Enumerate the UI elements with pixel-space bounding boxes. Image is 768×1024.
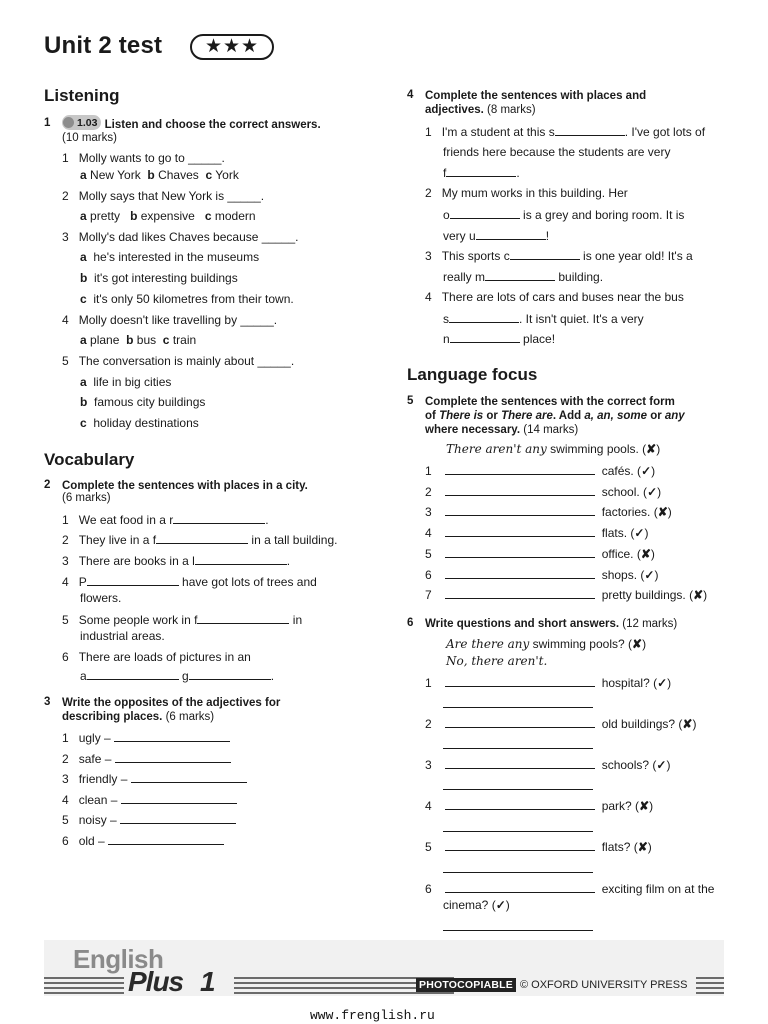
list-item: 3 factories. (✘) xyxy=(425,505,672,519)
cross-icon: ✘ xyxy=(646,442,657,456)
list-item: 6 exciting film on at the xyxy=(425,882,715,896)
list-item: 5 office. (✘) xyxy=(425,547,655,561)
answer-blank[interactable] xyxy=(87,574,179,586)
list-item: 6 There are loads of pictures in an xyxy=(62,650,251,664)
example-answer: No, there aren't. xyxy=(446,654,548,668)
answer-blank[interactable] xyxy=(445,881,595,893)
cross-icon: ✘ xyxy=(637,840,648,854)
question-number: 2 xyxy=(44,479,51,491)
answer-blank[interactable] xyxy=(485,269,555,281)
audio-track-badge[interactable]: 1.03 xyxy=(62,115,101,130)
footer-stripe xyxy=(696,982,724,984)
answer-blank[interactable] xyxy=(445,525,595,537)
cross-icon: ✘ xyxy=(639,799,650,813)
question-6-instruction: Write questions and short answers. (12 marks) xyxy=(425,618,678,630)
answer-blank[interactable] xyxy=(115,751,231,763)
check-icon: ✓ xyxy=(634,526,645,540)
example-question: Are there any swimming pools? (✘) xyxy=(446,637,647,651)
answer-blank[interactable] xyxy=(120,812,236,824)
answer-option: a he's interested in the museums xyxy=(80,250,260,264)
cd-icon xyxy=(63,117,74,128)
brand-logo-bottom: Plus xyxy=(128,966,184,997)
list-item-continuation: friends here because the students are very xyxy=(443,145,671,159)
section-heading-vocabulary: Vocabulary xyxy=(44,450,135,469)
list-item: 2 school. (✓) xyxy=(425,485,662,499)
list-item: 6 shops. (✓) xyxy=(425,568,659,582)
list-item: 1 Molly wants to go to _____. xyxy=(62,151,225,165)
answer-blank[interactable] xyxy=(445,839,595,851)
answer-blank[interactable] xyxy=(197,612,289,624)
list-item: 4 P have got lots of trees and xyxy=(62,575,317,589)
answer-line[interactable] xyxy=(443,707,593,708)
answer-blank[interactable] xyxy=(446,165,516,177)
answer-options: a pretty b expensive c modern xyxy=(80,209,256,223)
answer-blank[interactable] xyxy=(449,311,519,323)
list-item: 1 ugly – xyxy=(62,730,230,745)
marks: (10 marks) xyxy=(62,132,117,144)
publisher: © OXFORD UNIVERSITY PRESS xyxy=(520,979,688,991)
question-2-instruction: Complete the sentences with places in a city. xyxy=(62,480,308,492)
answer-blank[interactable] xyxy=(450,207,520,219)
list-item: 2 old buildings? (✘) xyxy=(425,717,697,731)
list-item: 2 They live in a f in a tall building. xyxy=(62,533,338,547)
answer-blank[interactable] xyxy=(445,567,595,579)
question-number: 5 xyxy=(407,395,414,407)
answer-blank[interactable] xyxy=(131,771,247,783)
list-item-continuation: flowers. xyxy=(80,591,122,605)
answer-line[interactable] xyxy=(443,748,593,749)
answer-blank[interactable] xyxy=(189,668,271,680)
answer-blank[interactable] xyxy=(445,546,595,558)
answer-blank[interactable] xyxy=(445,463,595,475)
section-heading-listening: Listening xyxy=(44,86,120,105)
footer-stripe xyxy=(696,987,724,989)
answer-blank[interactable] xyxy=(108,833,224,845)
list-item: 3 Molly's dad likes Chaves because _____. xyxy=(62,230,299,244)
check-icon: ✓ xyxy=(644,568,655,582)
list-item: 5 noisy – xyxy=(62,812,236,827)
footer-stripe xyxy=(44,977,124,979)
list-item-continuation: n place! xyxy=(443,332,556,346)
answer-blank[interactable] xyxy=(87,668,179,680)
answer-option: b famous city buildings xyxy=(80,395,206,409)
cross-icon: ✘ xyxy=(640,547,651,561)
list-item-continuation: very u ! xyxy=(443,229,550,243)
answer-option: c holiday destinations xyxy=(80,416,199,430)
footer-stripe xyxy=(234,992,454,994)
answer-line[interactable] xyxy=(443,789,593,790)
brand-logo-number: 1 xyxy=(200,966,216,997)
list-item: 6 old – xyxy=(62,833,224,848)
footer-stripe xyxy=(696,977,724,979)
answer-blank[interactable] xyxy=(510,248,580,260)
list-item: 1 cafés. (✓) xyxy=(425,464,656,478)
list-item: 1 We eat food in a r . xyxy=(62,513,269,527)
list-item: 4 There are lots of cars and buses near the bus xyxy=(425,290,684,304)
list-item: 3 schools? (✓) xyxy=(425,758,671,772)
footer-stripe xyxy=(44,992,124,994)
answer-blank[interactable] xyxy=(195,553,287,565)
answer-blank[interactable] xyxy=(445,757,595,769)
list-item: 2 safe – xyxy=(62,751,231,766)
answer-blank[interactable] xyxy=(445,587,595,599)
answer-line[interactable] xyxy=(443,930,593,931)
list-item: 3 friendly – xyxy=(62,771,247,786)
question-number: 3 xyxy=(44,696,51,708)
answer-blank[interactable] xyxy=(445,716,595,728)
answer-option: c it's only 50 kilometres from their town. xyxy=(80,292,294,306)
answer-option: b it's got interesting buildings xyxy=(80,271,238,285)
list-item: 5 The conversation is mainly about _____. xyxy=(62,354,295,368)
list-item: 5 Some people work in f in xyxy=(62,613,303,627)
question-1-instruction: 1.03 Listen and choose the correct answers. xyxy=(62,115,321,132)
answer-line[interactable] xyxy=(443,872,593,873)
question-5-instruction: Complete the sentences with the correct form of There is or There are. Add a, an, some or any where necessary. (14 marks) xyxy=(425,396,685,436)
answer-blank[interactable] xyxy=(555,124,625,136)
check-icon: ✓ xyxy=(656,758,667,772)
cross-icon: ✘ xyxy=(682,717,693,731)
website-url[interactable]: www.frenglish.ru xyxy=(310,1008,435,1023)
list-item: 4 Molly doesn't like travelling by _____. xyxy=(62,313,278,327)
marks: (6 marks) xyxy=(62,492,111,504)
brand-logo-top: English xyxy=(73,944,164,974)
check-icon: ✓ xyxy=(495,898,506,912)
list-item: 1 I'm a student at this s . I've got lots of xyxy=(425,125,706,139)
example-sentence: There aren't any swimming pools. (✘) xyxy=(446,442,661,456)
difficulty-stars: ★★★ xyxy=(190,34,274,60)
list-item-continuation: f . xyxy=(443,166,520,180)
cross-icon: ✘ xyxy=(632,637,643,651)
answer-blank[interactable] xyxy=(445,504,595,516)
list-item: 2 Molly says that New York is _____. xyxy=(62,189,265,203)
footer-stripe xyxy=(696,992,724,994)
answer-line[interactable] xyxy=(443,831,593,832)
answer-blank[interactable] xyxy=(450,331,520,343)
answer-blank[interactable] xyxy=(121,792,237,804)
answer-option: a life in big cities xyxy=(80,375,172,389)
check-icon: ✓ xyxy=(641,464,652,478)
check-icon: ✓ xyxy=(647,485,658,499)
question-number: 1 xyxy=(44,117,51,129)
list-item: 4 clean – xyxy=(62,792,237,807)
question-number: 6 xyxy=(407,617,414,629)
list-item: 3 There are books in a l . xyxy=(62,554,291,568)
list-item: 1 hospital? (✓) xyxy=(425,676,672,690)
list-item: 2 My mum works in this building. Her xyxy=(425,186,628,200)
list-item-continuation: really m building. xyxy=(443,270,604,284)
list-item-continuation: cinema? (✓) xyxy=(443,898,510,912)
page-title: Unit 2 test xyxy=(44,32,163,59)
answer-blank[interactable] xyxy=(445,798,595,810)
list-item: 5 flats? (✘) xyxy=(425,840,652,854)
question-number: 4 xyxy=(407,89,414,101)
footer-stripe xyxy=(44,987,124,989)
answer-blank[interactable] xyxy=(476,228,546,240)
answer-options: a plane b bus c train xyxy=(80,333,197,347)
list-item-continuation: s . It isn't quiet. It's a very xyxy=(443,312,644,326)
cross-icon: ✘ xyxy=(657,505,668,519)
check-icon: ✓ xyxy=(657,676,668,690)
section-heading-language-focus: Language focus xyxy=(407,365,538,384)
question-4-instruction: Complete the sentences with places and adjectives. (8 marks) xyxy=(425,90,647,116)
answer-blank[interactable] xyxy=(445,675,595,687)
list-item-continuation: o is a grey and boring room. It is xyxy=(443,208,685,222)
list-item: 7 pretty buildings. (✘) xyxy=(425,588,708,602)
list-item-continuation: a g . xyxy=(80,669,275,683)
list-item: 3 This sports c is one year old! It's a xyxy=(425,249,693,263)
list-item-continuation: industrial areas. xyxy=(80,629,165,643)
answer-options: a New York b Chaves c York xyxy=(80,168,239,182)
list-item: 4 park? (✘) xyxy=(425,799,654,813)
question-3-instruction: Write the opposites of the adjectives for describing places. (6 marks) xyxy=(62,697,281,723)
list-item: 4 flats. (✓) xyxy=(425,526,649,540)
answer-blank[interactable] xyxy=(173,512,265,524)
photocopiable-badge: PHOTOCOPIABLE xyxy=(416,978,516,992)
answer-blank[interactable] xyxy=(445,484,595,496)
cross-icon: ✘ xyxy=(693,588,704,602)
footer-stripe xyxy=(44,982,124,984)
answer-blank[interactable] xyxy=(114,730,230,742)
answer-blank[interactable] xyxy=(156,532,248,544)
